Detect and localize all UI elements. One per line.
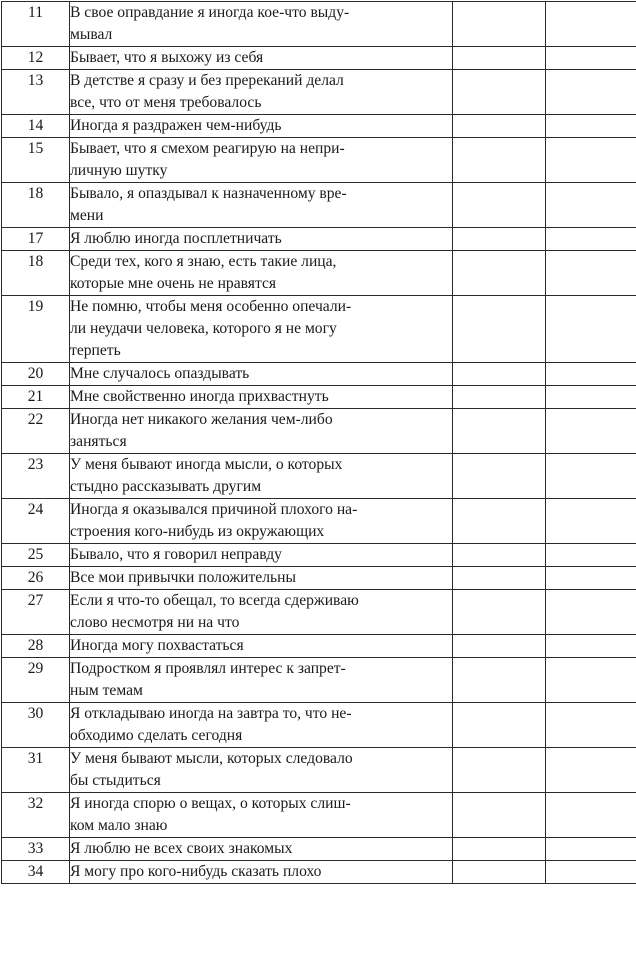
answer-cell-1[interactable]: [453, 115, 546, 138]
answer-cell-2[interactable]: [546, 838, 636, 861]
item-number: 33: [2, 838, 70, 861]
item-number: 20: [2, 363, 70, 386]
answer-cell-1[interactable]: [453, 251, 546, 296]
table-row: [2, 635, 636, 658]
item-number: 12: [2, 47, 70, 70]
item-statement: Я иногда спорю о вещах, о которых слиш- ком мало знаю: [70, 793, 453, 838]
item-statement: У меня бывают мысли, которых следовало бы стыдиться: [70, 748, 453, 793]
item-statement: Иногда нет никакого желания чем-либо заняться: [70, 409, 453, 454]
answer-cell-1[interactable]: [453, 363, 546, 386]
table-row: [2, 228, 636, 251]
item-statement: Среди тех, кого я знаю, есть такие лица, которые мне очень не нравятся: [70, 251, 453, 296]
answer-cell-2[interactable]: [546, 47, 636, 70]
answer-cell-2[interactable]: [546, 861, 636, 884]
table-row: [2, 2, 636, 47]
answer-cell-1[interactable]: [453, 567, 546, 590]
item-statement: Все мои привычки положительны: [70, 567, 453, 590]
item-statement: Бывает, что я выхожу из себя: [70, 47, 453, 70]
item-number: 15: [2, 138, 70, 183]
answer-cell-1[interactable]: [453, 228, 546, 251]
item-number: 19: [2, 296, 70, 363]
item-number: 23: [2, 454, 70, 499]
item-statement: Если я что-то обещал, то всегда сдерживаю слово несмотря ни на что: [70, 590, 453, 635]
item-statement: Иногда я раздражен чем-нибудь: [70, 115, 453, 138]
answer-cell-2[interactable]: [546, 590, 636, 635]
answer-cell-1[interactable]: [453, 748, 546, 793]
answer-cell-2[interactable]: [546, 567, 636, 590]
item-statement: Бывало, что я говорил неправду: [70, 544, 453, 567]
item-statement: Иногда могу похвастаться: [70, 635, 453, 658]
item-number: 31: [2, 748, 70, 793]
answer-cell-2[interactable]: [546, 703, 636, 748]
table-row: [2, 499, 636, 544]
answer-cell-2[interactable]: [546, 635, 636, 658]
answer-cell-1[interactable]: [453, 703, 546, 748]
answer-cell-2[interactable]: [546, 409, 636, 454]
answer-cell-2[interactable]: [546, 115, 636, 138]
table-row: [2, 838, 636, 861]
answer-cell-2[interactable]: [546, 363, 636, 386]
item-number: 25: [2, 544, 70, 567]
item-number: 28: [2, 635, 70, 658]
item-number: 18: [2, 183, 70, 228]
item-number: 17: [2, 228, 70, 251]
questionnaire-body: [2, 2, 636, 884]
item-statement: Бывает, что я смехом реагирую на непри- личную шутку: [70, 138, 453, 183]
table-row: [2, 251, 636, 296]
answer-cell-1[interactable]: [453, 47, 546, 70]
table-row: [2, 138, 636, 183]
item-statement: Мне случалось опаздывать: [70, 363, 453, 386]
table-row: [2, 861, 636, 884]
item-number: 18: [2, 251, 70, 296]
item-statement: Не помню, чтобы меня особенно опечали- ли неудачи человека, которого я не могу терпеть: [70, 296, 453, 363]
table-row: [2, 115, 636, 138]
item-number: 24: [2, 499, 70, 544]
answer-cell-1[interactable]: [453, 386, 546, 409]
answer-cell-2[interactable]: [546, 658, 636, 703]
table-row: [2, 590, 636, 635]
item-statement: В детстве я сразу и без пререканий делал все, что от меня требовалось: [70, 70, 453, 115]
table-row: [2, 70, 636, 115]
answer-cell-2[interactable]: [546, 499, 636, 544]
answer-cell-2[interactable]: [546, 544, 636, 567]
item-statement: Я люблю не всех своих знакомых: [70, 838, 453, 861]
table-row: [2, 703, 636, 748]
answer-cell-1[interactable]: [453, 296, 546, 363]
table-row: [2, 544, 636, 567]
answer-cell-2[interactable]: [546, 296, 636, 363]
questionnaire-table: [1, 1, 636, 884]
answer-cell-1[interactable]: [453, 793, 546, 838]
item-statement: Подростком я проявлял интерес к запрет- ным темам: [70, 658, 453, 703]
answer-cell-1[interactable]: [453, 409, 546, 454]
table-row: [2, 409, 636, 454]
item-statement: В свое оправдание я иногда кое-что выду- мывал: [70, 2, 453, 47]
answer-cell-1[interactable]: [453, 838, 546, 861]
item-number: 21: [2, 386, 70, 409]
answer-cell-1[interactable]: [453, 590, 546, 635]
item-number: 27: [2, 590, 70, 635]
table-row: [2, 183, 636, 228]
item-statement: Я люблю иногда посплетничать: [70, 228, 453, 251]
answer-cell-1[interactable]: [453, 138, 546, 183]
answer-cell-1[interactable]: [453, 2, 546, 47]
item-number: 13: [2, 70, 70, 115]
item-statement: Мне свойственно иногда прихвастнуть: [70, 386, 453, 409]
answer-cell-1[interactable]: [453, 861, 546, 884]
table-row: [2, 454, 636, 499]
table-row: [2, 296, 636, 363]
item-number: 29: [2, 658, 70, 703]
table-row: [2, 47, 636, 70]
table-row: [2, 658, 636, 703]
item-number: 22: [2, 409, 70, 454]
table-row: [2, 386, 636, 409]
answer-cell-1[interactable]: [453, 544, 546, 567]
answer-cell-2[interactable]: [546, 228, 636, 251]
answer-cell-2[interactable]: [546, 138, 636, 183]
answer-cell-1[interactable]: [453, 454, 546, 499]
item-statement: У меня бывают иногда мысли, о которых стыдно рассказывать другим: [70, 454, 453, 499]
item-number: 32: [2, 793, 70, 838]
answer-cell-2[interactable]: [546, 454, 636, 499]
answer-cell-1[interactable]: [453, 499, 546, 544]
item-number: 11: [2, 2, 70, 47]
answer-cell-2[interactable]: [546, 183, 636, 228]
item-statement: Я могу про кого-нибудь сказать плохо: [70, 861, 453, 884]
answer-cell-2[interactable]: [546, 2, 636, 47]
answer-cell-2[interactable]: [546, 70, 636, 115]
item-number: 30: [2, 703, 70, 748]
item-statement: Иногда я оказывался причиной плохого на- строения кого-нибудь из окружающих: [70, 499, 453, 544]
table-row: [2, 363, 636, 386]
table-row: [2, 567, 636, 590]
answer-cell-1[interactable]: [453, 635, 546, 658]
answer-cell-2[interactable]: [546, 386, 636, 409]
table-row: [2, 793, 636, 838]
table-row: [2, 748, 636, 793]
item-number: 14: [2, 115, 70, 138]
answer-cell-2[interactable]: [546, 793, 636, 838]
answer-cell-2[interactable]: [546, 748, 636, 793]
answer-cell-2[interactable]: [546, 251, 636, 296]
answer-cell-1[interactable]: [453, 183, 546, 228]
item-statement: Я откладываю иногда на завтра то, что не- обходимо сделать сегодня: [70, 703, 453, 748]
item-number: 34: [2, 861, 70, 884]
item-number: 26: [2, 567, 70, 590]
answer-cell-1[interactable]: [453, 70, 546, 115]
item-statement: Бывало, я опаздывал к назначенному вре- мени: [70, 183, 453, 228]
answer-cell-1[interactable]: [453, 658, 546, 703]
